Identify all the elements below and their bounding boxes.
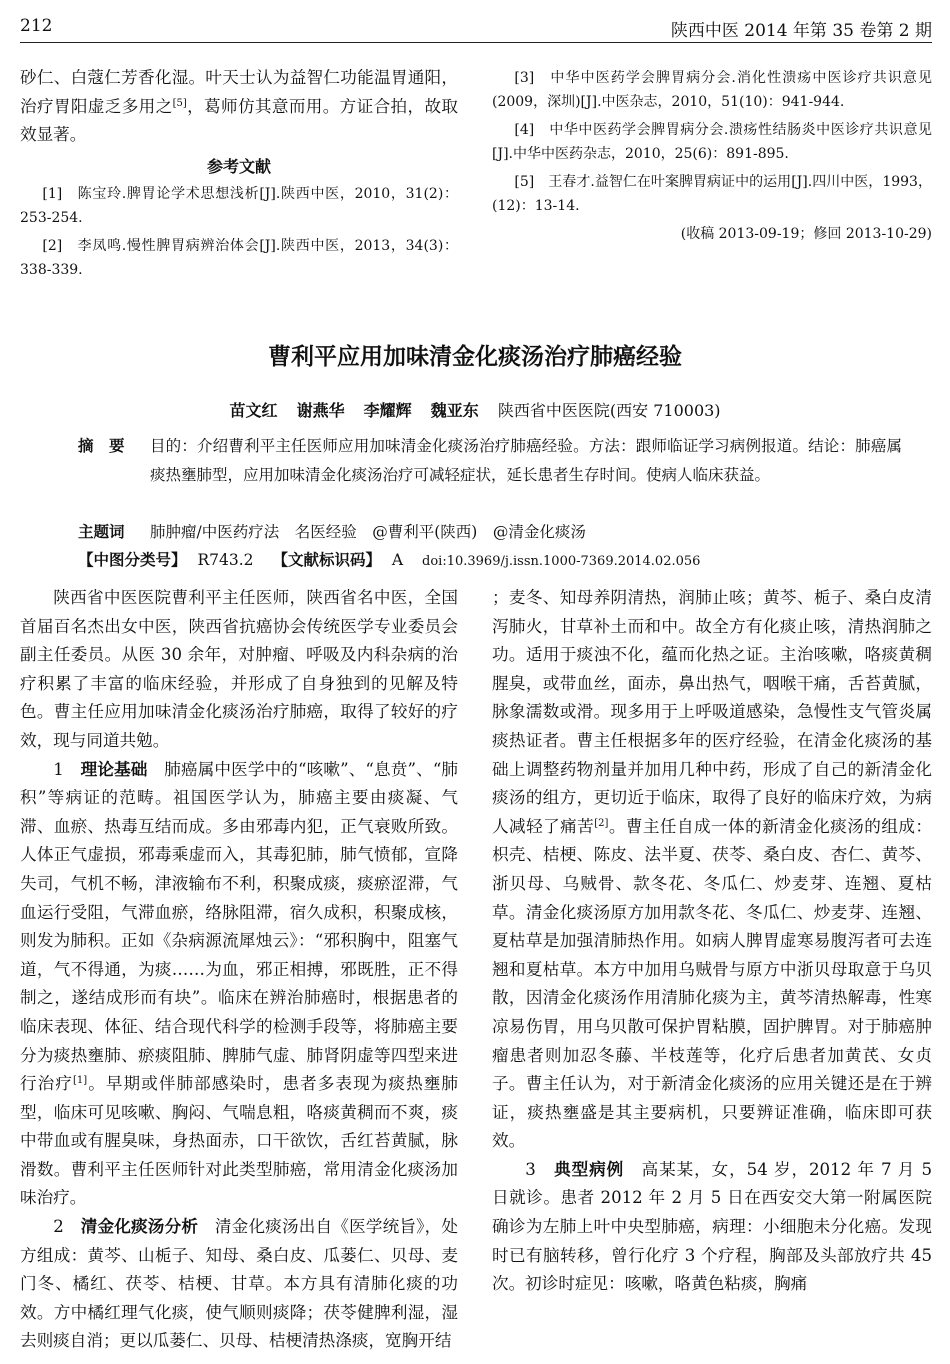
body-right-column	[492, 584, 932, 1299]
section-heading: 清金化痰汤分析	[80, 1217, 199, 1237]
keywords-text: 肺肿瘤/中医药疗法 名医经验 @曹利平(陕西) @清金化痰汤	[150, 523, 586, 541]
keywords	[78, 518, 902, 547]
body-left-column	[20, 584, 458, 1356]
author-line	[0, 398, 950, 421]
clc-label: 【中图分类号】	[78, 551, 187, 569]
prev-article-right	[492, 64, 932, 246]
article-title: 曹利平应用加味清金化痰汤治疗肺癌经验	[268, 344, 682, 370]
classification-line	[78, 548, 700, 570]
reference-item: [5] 王春才.益智仁在叶案脾胃病证中的运用[J].四川中医，1993，(12)：13-14.	[492, 174, 932, 214]
page-number: 212	[20, 16, 53, 36]
prev-article-paragraph: 砂仁、白蔻仁芳香化湿。叶天士认为益智仁功能温胃通阳，治疗胃阳虚乏多用之[5]，葛师仿其意而用。方证合拍，故取效显著。	[20, 68, 458, 145]
section-heading: 典型病例	[554, 1159, 625, 1179]
author-name: 李耀辉	[363, 401, 412, 420]
doc-code: A	[391, 551, 404, 569]
section-heading: 理论基础	[80, 759, 148, 779]
prev-article-left	[20, 64, 458, 282]
section-1: 1 理论基础 肺癌属中医学中的“咳嗽”、“息贲”、“肺积”等病证的范畴。祖国医学认为，肺癌主要由痰凝、气滞、血瘀、热毒互结而成。多由邪毒内犯，正气衰败所致。人体正气虚损，邪毒乘虚而入，其毒犯肺，肺气愤郁，宣降失司，气机不畅，津液输布不利，积聚成痰，痰瘀涩滞，气血运行受阻，气滞血瘀，络脉阻滞，宿久成积，积聚成核，则发为肺积。正如《杂病源流犀烛云》：“邪积胸中，阻塞气道，气不得通，为痰……为血，邪正相搏，邪既胜，正不得制之，遂结成形而有块”。临床在辨治肺癌时，根据患者的临床表现、体征、结合现代科学的检测手段等，将肺癌主要分为痰热壅肺、瘀痰阻肺、脾肺气虚、肺肾阴虚等四型来进行治疗[1]。早期或伴肺部感染时，患者多表现为痰热壅肺型，临床可见咳嗽、胸闷、气喘息粗，咯痰黄稠而不爽，痰中带血或有腥臭味，身热面赤，口干欲饮，舌红苔黄腻，脉滑数。曹利平主任医师针对此类型肺癌，常用清金化痰汤加味治疗。	[20, 759, 459, 1208]
page-header	[20, 14, 932, 43]
reference-item: [2] 李凤鸣.慢性脾胃病辨治体会[J].陕西中医，2013，34(3)：338-339.	[20, 237, 458, 278]
references-title: 参考文献	[206, 156, 271, 176]
section-3: 3 典型病例 高某某，女，54 岁，2012 年 7 月 5 日就诊。患者 2012 年 2 月 5 日在西安交大第一附属医院确诊为左肺上叶中央型肺癌，病理：小细胞未分化癌。发现时已有脑转移，曾行化疗 3 个疗程，胸部及头部放疗共 45 次。初诊时症见：咳嗽，咯黄色粘痰，胸痛	[492, 1159, 932, 1294]
doc-code-label: 【文献标识码】	[272, 551, 381, 569]
reference-item: [4] 中华中医药学会脾胃病分会.溃疡性结肠炎中医诊疗共识意见[J].中华中医药杂志，2010，25(6)：891-895.	[492, 122, 932, 162]
section-2: 2 清金化痰汤分析 清金化痰汤出自《医学统旨》，处方组成：黄芩、山栀子、知母、桑白皮、瓜蒌仁、贝母、麦门冬、橘红、茯苓、桔梗、甘草。本方具有清肺化痰的功效。方中橘红理气化痰，使气顺则痰降；茯苓健脾利湿，湿去则痰自消；更以瓜蒌仁、贝母、桔梗清热涤痰，宽胸开结	[20, 1217, 459, 1351]
affiliation: 陕西省中医医院(西安 710003)	[497, 401, 721, 420]
section-2-continued: ；麦冬、知母养阴清热，润肺止咳；黄芩、栀子、桑白皮清泻肺火，甘草补土而和中。故全方有化痰止咳，清热润肺之功。适用于痰浊不化，蕴而化热之证。主治咳嗽，咯痰黄稠腥臭，或带血丝，面赤，鼻出热气，咽喉干痛，舌苔黄腻，脉象濡数或滑。现多用于上呼吸道感染，急慢性支气管炎属痰热证者。曹主任根据多年的医疗经验，在清金化痰汤的基础上调整药物剂量并加用几种中药，形成了自己的新清金化痰汤的组方，更切近于临床，取得了良好的临床疗效，为病人减轻了痛苦[2]。曹主任自成一体的新清金化痰汤的组成：枳壳、桔梗、陈皮、法半夏、茯苓、桑白皮、杏仁、黄芩、浙贝母、乌贼骨、款冬花、冬瓜仁、炒麦芽、连翘、夏枯草。清金化痰汤原方加用款冬花、冬瓜仁、炒麦芽、连翘、夏枯草是加强清肺热作用。如病人脾胃虚寒易腹泻者可去连翘和夏枯草。本方中加用乌贼骨与原方中浙贝母取意于乌贝散，因清金化痰汤作用清肺化痰为主，黄芩清热解毒，性寒凉易伤胃，用乌贝散可保护胃粘膜，固护脾胃。对于肺癌肿瘤患者则加忍冬藤、半枝莲等，化疗后患者加黄芪、女贞子。曹主任认为，对于新清金化痰汤的应用关键还是在于辨证，痰热壅盛是其主要病机，只要辨证准确，临床即可获效。	[492, 588, 933, 1151]
intro-paragraph: 陕西省中医医院曹利平主任医师，陕西省名中医，全国首届百名杰出女中医，陕西省抗癌协会传统医学专业委员会副主任委员。从医 30 余年，对肿瘤、呼吸及内科杂病的治疗积累了丰富的临床经验，并形成了自身独到的见解及特色。曹主任应用加味清金化痰汤治疗肺癌，取得了较好的疗效，现与同道共勉。	[20, 588, 458, 750]
journal-issue: 陕西中医 2014 年第 35 卷第 2 期	[670, 21, 932, 41]
abstract	[78, 432, 902, 490]
author-name: 苗文红	[229, 401, 278, 420]
clc-code: R743.2	[197, 551, 254, 569]
abstract-label: 摘 要	[78, 437, 125, 455]
doi: doi:10.3969/j.issn.1000-7369.2014.02.056	[422, 554, 701, 569]
received-date: (收稿 2013-09-19；修回 2013-10-29)	[680, 226, 932, 242]
reference-item: [1] 陈宝玲.脾胃论学术思想浅析[J].陕西中医，2010，31(2)：253-254.	[20, 185, 458, 226]
keywords-label: 主题词	[78, 523, 125, 541]
author-name: 魏亚东	[430, 401, 479, 420]
reference-item: [3] 中华中医药学会脾胃病分会.消化性溃疡中医诊疗共识意见(2009，深圳)[J].中医杂志，2010，51(10)：941-944.	[492, 70, 932, 110]
abstract-text: 目的：介绍曹利平主任医师应用加味清金化痰汤治疗肺癌经验。方法：跟师临证学习病例报道。结论：肺癌属痰热壅肺型，应用加味清金化痰汤治疗可减轻症状，延长患者生存时间。使病人临床获益。	[150, 437, 902, 484]
author-name: 谢燕华	[296, 401, 345, 420]
